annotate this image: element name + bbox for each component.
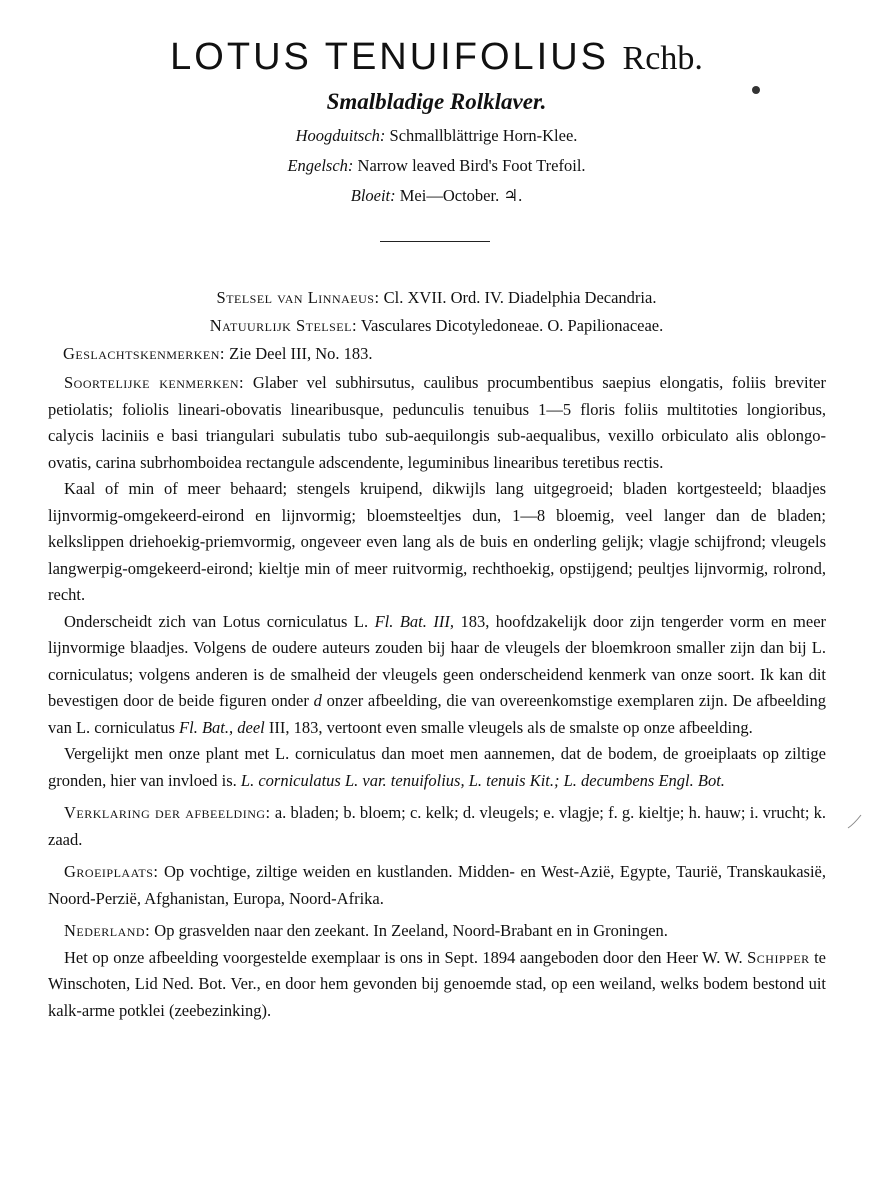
latin-description	[48, 370, 826, 476]
comparison-text-3: onzer afbeelding, die van overeenkomstige exemplaren zijn. De afbeelding van L. corniculatus	[48, 691, 827, 737]
title-author: Rchb.	[622, 40, 703, 77]
page-title	[0, 38, 873, 76]
habitat-comparison-paragraph	[48, 741, 826, 794]
comparison-text-2: 183, hoofdzakelijk door zijn tengerder vorm en meer lijnvormige blaadjes. Volgens de oudere auteurs zouden bij haar de vleugels der bloemkroon smaller zijn dan bij L. corniculatus; volgens anderen is de smalheid der vleugels geen onderscheidend kenmerk van onze soort. Ik kan dit bevestigen door de beide figuren onder	[48, 611, 827, 710]
english-name: Narrow leaved Bird's Foot Trefoil.	[357, 156, 586, 175]
natural-system-line	[0, 316, 873, 336]
english-label: Engelsch:	[287, 156, 354, 175]
netherlands-paragraph	[48, 918, 826, 945]
netherlands-label: Nederland:	[64, 921, 151, 940]
collector-name: Schipper	[747, 947, 810, 967]
page-subtitle: Smalbladige Rolklaver.	[326, 89, 547, 114]
genus-characters-label: Geslachtskenmerken:	[63, 344, 226, 363]
natural-system-label: Natuurlijk Stelsel:	[209, 316, 358, 335]
title-species: LOTUS TENUIFOLIUS	[170, 36, 609, 78]
ink-speck	[752, 86, 760, 94]
distribution-text: Op vochtige, ziltige weiden en kustlanden. Midden- en West-Azië, Egypte, Taurië, Transkaukasië, Noord-Perzië, Afghanistan, Europa, Noord-Afrika.	[48, 862, 826, 908]
figure-letter-d: d	[313, 691, 322, 710]
figure-legend-label: Verklaring der afbeelding:	[64, 803, 271, 822]
comparison-text-1: Onderscheidt zich van Lotus corniculatus L.	[64, 611, 369, 631]
habitat-comparison-text: Vergelijkt men onze plant met L. corniculatus dan moet men aannemen, dat de bodem, de groeiplaats op ziltige gronden, hier van invloed is.	[48, 744, 826, 790]
specimen-text-1: Het op onze afbeelding voorgestelde exemplaar is ons in Sept. 1894 aangeboden door den Heer W. W.	[64, 947, 743, 967]
flora-reference-1: Fl. Bat. III,	[374, 611, 454, 631]
flowering-label: Bloeit:	[350, 186, 396, 205]
linnaeus-line	[0, 288, 873, 308]
figure-legend	[48, 800, 826, 853]
flowering-value: Mei—October. ♃.	[399, 186, 523, 205]
genus-characters-value: Zie Deel III, No. 183.	[229, 344, 373, 363]
genus-characters-line	[63, 344, 373, 364]
german-name-line	[0, 126, 873, 146]
distribution-paragraph	[48, 859, 826, 912]
flora-reference-2: Fl. Bat., deel	[179, 717, 265, 737]
distribution-label: Groeiplaats:	[64, 862, 159, 881]
linnaeus-value: Cl. XVII. Ord. IV. Diadelphia Decandria.	[383, 288, 657, 307]
german-name: Schmallblättrige Horn-Klee.	[389, 126, 578, 145]
natural-system-value: Vasculares Dicotyledoneae. O. Papilionaceae.	[360, 316, 664, 335]
netherlands-text: Op grasvelden naar den zeekant. In Zeeland, Noord-Brabant en in Groningen.	[154, 921, 668, 940]
comparison-paragraph	[48, 609, 826, 742]
main-text	[48, 370, 826, 1024]
species-characters-text: Glaber vel subhirsutus, caulibus procumbentibus saepius elongatis, foliis breviter petiolatis; foliolis lineari-obovatis linearibusque, pedunculis tenuibus 1—5 floris foliis multitoties longioribus, calycis laciniis e basi triangulari subulatis tubo sub-aequilongis sub-aequalibus, vexillo orbiculato alis oblongo-ovatis, carina subrhomboidea rectangule adscendente, leguminibus linearibus teretibus rectis.	[48, 373, 826, 472]
margin-pencil-mark	[846, 812, 864, 830]
figure-legend-text: a. bladen; b. bloem; c. kelk; d. vleugels; e. vlagje; f. g. kieltje; h. hauw; i. vrucht; k. zaad.	[48, 803, 827, 849]
german-label: Hoogduitsch:	[295, 126, 386, 145]
species-characters-label: Soortelijke kenmerken:	[64, 373, 245, 392]
flowering-line	[0, 186, 873, 206]
english-name-line	[0, 156, 873, 176]
synonyms: L. corniculatus L. var. tenuifolius, L. tenuis Kit.; L. decumbens Engl. Bot.	[240, 770, 725, 790]
specimen-paragraph	[48, 945, 826, 1025]
divider	[380, 241, 490, 242]
comparison-text-4: III, 183, vertoont even smalle vleugels als de smalste op onze afbeelding.	[268, 717, 753, 737]
dutch-description: Kaal of min of meer behaard; stengels kruipend, dikwijls lang uitgegroeid; bladen kortgesteeld; blaadjes lijnvormig-omgekeerd-eirond en lijnvormig; bloemsteeltjes dun, 1—8 bloemig, veel langer dan de bladen; kelkslippen driehoekig-priemvormig, ongeveer even lang als de buis en onderling gelijk; vlagje schijfrond; vleugels langwerpig-omgekeerd-eirond; kieltje min of meer ruitvormig, rechthoekig, opstijgend; peultjes lijnvormig, rolrond, recht.	[48, 479, 826, 604]
specimen-text-2: te Winschoten, Lid Ned. Bot. Ver., en door hem gevonden bij genoemde stad, op een weiland, welks bodem bestond uit kalk-arme potklei (zeebezinking).	[48, 947, 827, 1020]
linnaeus-label: Stelsel van Linnaeus:	[216, 288, 380, 307]
